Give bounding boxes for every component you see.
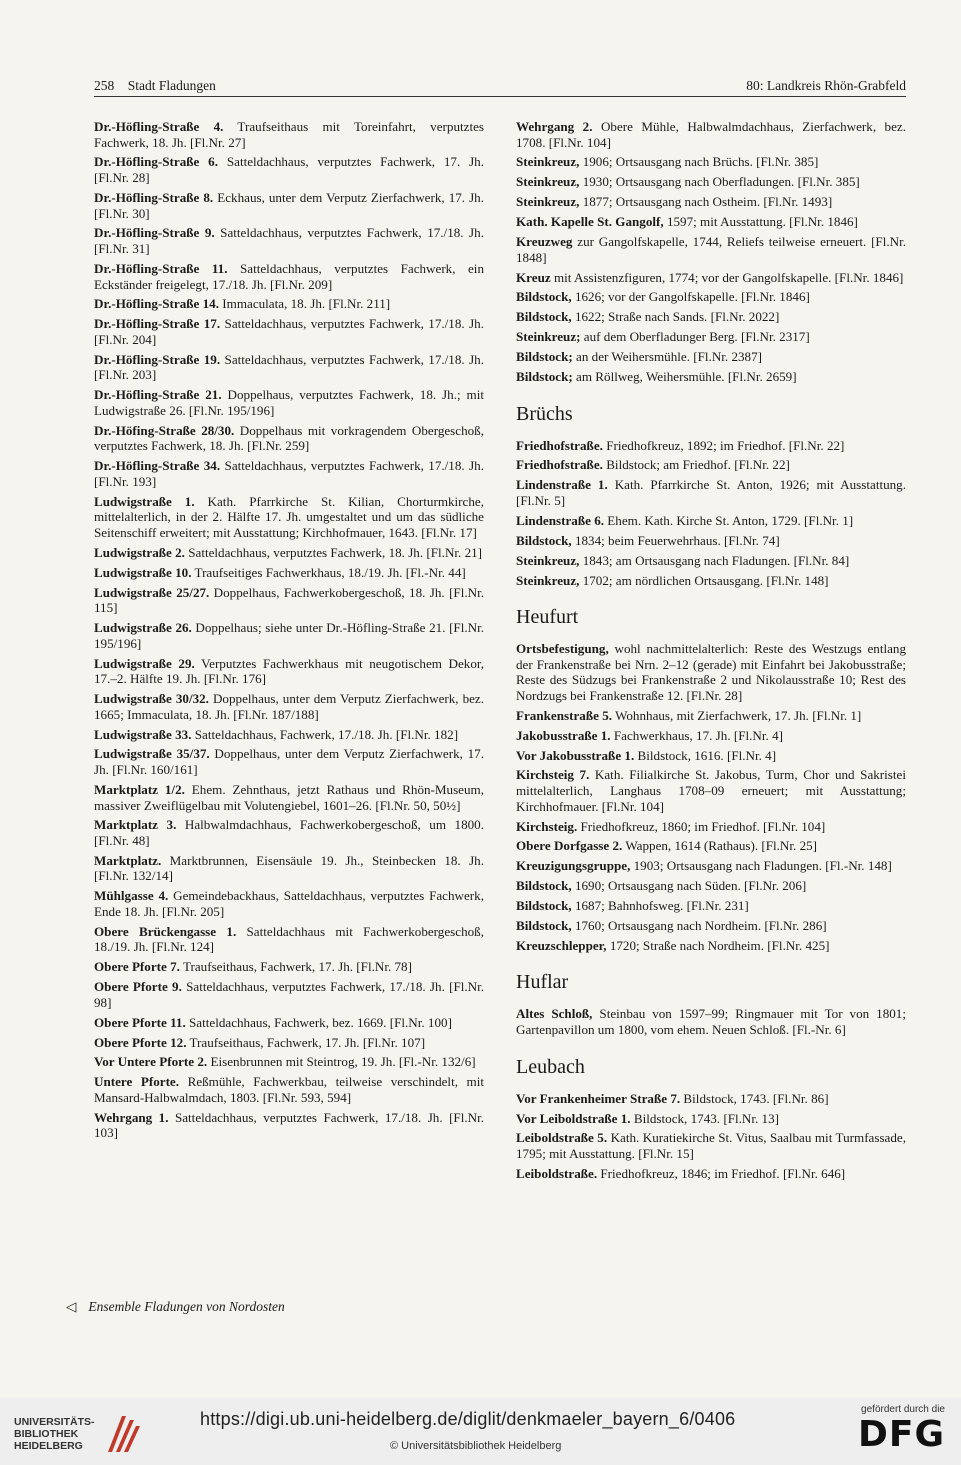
entry-heading: Vor Leiboldstraße 1. xyxy=(516,1110,631,1126)
left-column xyxy=(94,119,484,1145)
inventory-entry xyxy=(94,545,484,561)
inventory-entry xyxy=(516,573,906,589)
entry-heading: Marktplatz. xyxy=(94,852,162,868)
entry-heading: Vor Jakobusstraße 1. xyxy=(516,747,635,763)
entry-text: 1877; Ortsausgang nach Ostheim. [Fl.Nr. 1493] xyxy=(579,194,833,210)
entry-heading: Dr.-Höfling-Straße 4. xyxy=(94,119,224,134)
entry-heading: Mühlgasse 4. xyxy=(94,888,169,904)
entry-heading: Wehrgang 2. xyxy=(516,119,593,134)
entry-heading: Frankenstraße 5. xyxy=(516,707,613,723)
entry-text: Eckhaus, unter dem Verputz Zierfachwerk, 17. Jh. [Fl.Nr. 30] xyxy=(94,189,484,221)
entry-heading: Dr.-Höfing-Straße 28/30. xyxy=(94,422,235,438)
entry-heading: Kirchsteig 7. xyxy=(516,767,590,783)
entry-heading: Kreuzschlepper, xyxy=(516,937,607,953)
entry-heading: Dr.-Höfling-Straße 19. xyxy=(94,351,221,367)
entry-heading: Obere Pforte 12. xyxy=(94,1034,187,1050)
inventory-entry xyxy=(94,1054,484,1070)
inventory-entry xyxy=(94,352,484,383)
entry-heading: Ludwigstraße 25/27. xyxy=(94,584,210,600)
entry-heading: Ortsbefestigung, xyxy=(516,641,609,657)
entry-heading: Obere Pforte 7. xyxy=(94,959,180,975)
entry-heading: Dr.-Höfling-Straße 34. xyxy=(94,458,221,474)
entry-text: Ehem. Kath. Kirche St. Anton, 1729. [Fl.Nr. 1] xyxy=(604,512,854,528)
entry-text: 1903; Ortsausgang nach Fladungen. [Fl.-Nr. 148] xyxy=(630,858,892,874)
entry-heading: Dr.-Höfling-Straße 11. xyxy=(94,260,228,276)
caption-text: Ensemble Fladungen von Nordosten xyxy=(88,1299,285,1314)
entry-text: Doppelhaus, verputztes Fachwerk, 18. Jh.; mit Ludwigstraße 26. [Fl.Nr. 195/196] xyxy=(94,387,484,418)
inventory-entry xyxy=(516,329,906,345)
inventory-entry xyxy=(516,154,906,170)
entry-text: 1930; Ortsausgang nach Oberfladungen. [Fl.Nr. 385] xyxy=(579,174,860,190)
inventory-entry xyxy=(94,1110,484,1141)
entry-heading: Vor Frankenheimer Straße 7. xyxy=(516,1090,681,1106)
entry-text: Doppelhaus; siehe unter Dr.-Höfling-Straße 21. [Fl.Nr. 195/196] xyxy=(94,620,484,651)
entry-heading: Dr.-Höfling-Straße 8. xyxy=(94,189,214,205)
entry-heading: Steinkreuz, xyxy=(516,572,580,588)
entry-heading: Jakobusstraße 1. xyxy=(516,727,611,743)
inventory-entry xyxy=(516,513,906,529)
inventory-entry xyxy=(94,1015,484,1031)
inventory-entry xyxy=(516,119,906,150)
entry-heading: Ludwigstraße 33. xyxy=(94,726,192,742)
entry-heading: Friedhofstraße. xyxy=(516,457,603,473)
entry-text: Traufseithaus mit Toreinfahrt, verputztes Fachwerk, 18. Jh. [Fl.Nr. 27] xyxy=(94,119,484,150)
dfg-label: gefördert durch die xyxy=(861,1404,945,1415)
entry-text: 1843; am Ortsausgang nach Fladungen. [Fl.Nr. 84] xyxy=(579,552,850,568)
inventory-entry xyxy=(516,194,906,210)
entry-heading: Leiboldstraße. xyxy=(516,1165,598,1181)
entry-text: Obere Mühle, Halbwalmdachhaus, Zierfachwerk, bez. 1708. [Fl.Nr. 104] xyxy=(516,119,906,150)
entry-heading: Ludwigstraße 1. xyxy=(94,493,195,509)
entry-text: Traufseithaus, Fachwerk, 17. Jh. [Fl.Nr. 78] xyxy=(179,959,412,975)
entry-text: 1906; Ortsausgang nach Brüchs. [Fl.Nr. 385] xyxy=(579,154,819,170)
copyright-notice: © Universitätsbibliothek Heidelberg xyxy=(390,1440,562,1452)
entry-text: 1720; Straße nach Nordheim. [Fl.Nr. 425] xyxy=(606,937,830,953)
entry-text: auf dem Oberfladunger Berg. [Fl.Nr. 2317] xyxy=(580,329,810,345)
entry-text: Doppelhaus, unter dem Verputz Zierfachwerk, bez. 1665; Immaculata, 18. Jh. [Fl.Nr. 187/188] xyxy=(94,691,485,722)
logo-line: BIBLIOTHEK xyxy=(14,1428,79,1440)
entry-text: Ehem. Zehnthaus, jetzt Rathaus und Rhön-Museum, massiver Zweiflügelbau mit Volutengiebel, 1601–26. [Fl.Nr. 50, 50½] xyxy=(94,781,485,813)
page-number: 258 xyxy=(94,78,115,93)
inventory-entry xyxy=(516,438,906,454)
inventory-entry xyxy=(94,119,484,150)
entry-text: am Röllweg, Weihersmühle. [Fl.Nr. 2659] xyxy=(572,368,797,384)
inventory-entry xyxy=(516,708,906,724)
entry-heading: Dr.-Höfling-Straße 17. xyxy=(94,316,221,332)
caption-marker: ◁ xyxy=(66,1299,77,1314)
entry-text: Satteldachhaus, Fachwerk, bez. 1669. [Fl.Nr. 100] xyxy=(185,1014,452,1030)
section-heading: Brüchs xyxy=(516,402,573,425)
entry-text: 1687; Bahnhofsweg. [Fl.Nr. 231] xyxy=(571,898,749,914)
inventory-entry xyxy=(516,174,906,190)
entry-heading: Friedhofstraße. xyxy=(516,437,603,453)
inventory-entry xyxy=(94,565,484,581)
inventory-entry xyxy=(94,924,484,955)
entry-text: Friedhofkreuz, 1892; im Friedhof. [Fl.Nr. 22] xyxy=(602,437,845,453)
entry-text: Doppelhaus, unter dem Verputz Zierfachwerk, 17. Jh. [Fl.Nr. 160/161] xyxy=(94,746,485,778)
ub-heidelberg-logo[interactable] xyxy=(14,1408,144,1458)
entry-text: Satteldachhaus, Fachwerk, 17./18. Jh. [Fl.Nr. 182] xyxy=(191,726,459,742)
entry-heading: Obere Dorfgasse 2. xyxy=(516,838,623,854)
entry-heading: Kreuz xyxy=(516,269,551,285)
entry-text: Traufseithaus, Fachwerk, 17. Jh. [Fl.Nr. 107] xyxy=(186,1034,426,1050)
inventory-entry xyxy=(516,728,906,744)
logo-line: HEIDELBERG xyxy=(14,1440,83,1452)
inventory-entry xyxy=(516,369,906,385)
inventory-entry xyxy=(94,423,484,454)
entry-heading: Wehrgang 1. xyxy=(94,1109,169,1125)
entry-text: Satteldachhaus, verputztes Fachwerk, 18. Jh. [Fl.Nr. 21] xyxy=(184,544,483,560)
entry-text: Kath. Pfarrkirche St. Kilian, Chorturmkirche, mittelalterlich, in der 2. Hälfte 17. Jh. umgestaltet und um das südliche Seitenschiff erweitert; mit Ausstattung; Kirchhofmauer, 1643. [Fl.Nr. 17] xyxy=(94,493,484,540)
inventory-entry xyxy=(94,494,484,541)
entry-text: Fachwerkhaus, 17. Jh. [Fl.Nr. 4] xyxy=(610,727,783,743)
entry-text: Satteldachhaus, verputztes Fachwerk, 17./18. Jh. [Fl.Nr. 204] xyxy=(94,316,484,347)
inventory-entry xyxy=(516,457,906,473)
inventory-entry xyxy=(94,727,484,743)
entry-text: 1622; Straße nach Sands. [Fl.Nr. 2022] xyxy=(571,309,780,325)
entry-heading: Kreuzigungsgruppe, xyxy=(516,858,631,874)
logo-line: UNIVERSITÄTS- xyxy=(14,1416,95,1428)
entry-text: Wohnhaus, mit Zierfachwerk, 17. Jh. [Fl.Nr. 1] xyxy=(612,707,862,723)
entry-text: Doppelhaus, Fachwerkobergeschoß, 18. Jh. [Fl.Nr. 115] xyxy=(94,584,484,616)
entry-text: Wappen, 1614 (Rathaus). [Fl.Nr. 25] xyxy=(622,838,818,854)
inventory-entry xyxy=(94,656,484,687)
entry-text: Satteldachhaus, verputztes Fachwerk, 17./18. Jh. [Fl.Nr. 98] xyxy=(94,979,485,1010)
entry-heading: Lindenstraße 1. xyxy=(516,477,608,493)
inventory-entry xyxy=(94,620,484,651)
inventory-entry xyxy=(516,477,906,508)
entry-heading: Bildstock, xyxy=(516,898,572,914)
inventory-entry xyxy=(94,1074,484,1105)
entry-text: Bildstock, 1743. [Fl.Nr. 13] xyxy=(630,1110,779,1126)
entry-text: Kath. Pfarrkirche St. Anton, 1926; mit Ausstattung. [Fl.Nr. 5] xyxy=(516,477,907,508)
entry-text: Satteldachhaus mit Fachwerkobergeschoß, 18./19. Jh. [Fl.Nr. 124] xyxy=(94,923,484,955)
entry-heading: Steinkreuz, xyxy=(516,552,580,568)
dfg-mark: DFG xyxy=(857,1414,945,1455)
entry-text: 1834; beim Feuerwehrhaus. [Fl.Nr. 74] xyxy=(571,532,780,548)
right-column xyxy=(516,119,906,1186)
entry-heading: Ludwigstraße 35/37. xyxy=(94,746,210,762)
inventory-entry xyxy=(94,585,484,616)
entry-heading: Lindenstraße 6. xyxy=(516,512,605,528)
entry-text: mit Assistenzfiguren, 1774; vor der Gangolfskapelle. [Fl.Nr. 1846] xyxy=(550,269,904,285)
entry-text: Kath. Filialkirche St. Jakobus, Turm, Chor und Sakristei mittelalterlich, Langhaus 1708–09 erneuert; mit Ausstattung; Kirchhofmauer. [Fl.Nr. 104] xyxy=(516,767,906,814)
entry-heading: Bildstock; xyxy=(516,368,573,384)
entry-heading: Altes Schloß, xyxy=(516,1006,593,1022)
entry-heading: Kath. Kapelle St. Gangolf, xyxy=(516,214,664,230)
entry-heading: Ludwigstraße 30/32. xyxy=(94,691,209,707)
inventory-entry xyxy=(516,349,906,365)
entry-text: Verputztes Fachwerkhaus mit neugotischem Dekor, 17.–2. Hälfte 19. Jh. [Fl.Nr. 176] xyxy=(94,655,484,687)
entry-heading: Ludwigstraße 10. xyxy=(94,564,192,580)
entry-text: 1760; Ortsausgang nach Nordheim. [Fl.Nr. 286] xyxy=(571,917,827,933)
inventory-entry xyxy=(516,838,906,854)
entry-heading: Marktplatz 1/2. xyxy=(94,781,185,797)
entry-text: Satteldachhaus, verputztes Fachwerk, 17. Jh. [Fl.Nr. 28] xyxy=(94,154,484,186)
entry-heading: Steinkreuz; xyxy=(516,329,581,345)
entry-heading: Ludwigstraße 26. xyxy=(94,620,192,636)
inventory-entry xyxy=(94,746,484,777)
entry-text: Kath. Kuratiekirche St. Vitus, Saalbau mit Turmfassade, 1795; mit Ausstattung. [Fl.Nr. 15] xyxy=(516,1130,906,1162)
entry-heading: Dr.-Höfling-Straße 6. xyxy=(94,154,219,170)
inventory-entry xyxy=(516,553,906,569)
entry-heading: Steinkreuz, xyxy=(516,174,580,190)
entry-heading: Vor Untere Pforte 2. xyxy=(94,1054,208,1070)
inventory-entry xyxy=(516,1091,906,1107)
inventory-entry xyxy=(94,1035,484,1051)
entry-text: Eisenbrunnen mit Steintrog, 19. Jh. [Fl.-Nr. 132/6] xyxy=(207,1054,476,1070)
entry-text: 1597; mit Ausstattung. [Fl.Nr. 1846] xyxy=(663,214,858,230)
inventory-entry xyxy=(516,878,906,894)
running-header xyxy=(94,78,906,97)
header-left xyxy=(94,78,216,94)
entry-heading: Bildstock; xyxy=(516,349,573,365)
entry-heading: Bildstock, xyxy=(516,532,572,548)
inventory-entry xyxy=(94,691,484,722)
entry-heading: Bildstock, xyxy=(516,289,572,305)
entry-text: Bildstock, 1616. [Fl.Nr. 4] xyxy=(634,747,777,763)
entry-text: zur Gangolfskapelle, 1744, Reliefs teilweise erneuert. [Fl.Nr. 1848] xyxy=(516,234,906,265)
entry-heading: Dr.-Höfling-Straße 9. xyxy=(94,225,215,241)
inventory-entry xyxy=(94,387,484,418)
entry-text: Traufseitiges Fachwerkhaus, 18./19. Jh. [Fl.-Nr. 44] xyxy=(191,564,466,580)
dfg-logo[interactable] xyxy=(845,1404,945,1455)
entry-heading: Bildstock, xyxy=(516,917,572,933)
entry-text: Marktbrunnen, Eisensäule 19. Jh., Steinbecken 18. Jh. [Fl.Nr. 132/14] xyxy=(94,852,484,884)
inventory-entry xyxy=(94,782,484,813)
entry-text: Doppelhaus mit vorkragendem Obergeschoß, verputztes Fachwerk, 18. Jh. [Fl.Nr. 259] xyxy=(94,422,485,454)
inventory-entry xyxy=(94,817,484,848)
logo-text xyxy=(14,1416,95,1452)
inventory-entry xyxy=(516,309,906,325)
inventory-entry xyxy=(516,234,906,265)
entry-text: Immaculata, 18. Jh. [Fl.Nr. 211] xyxy=(219,296,391,312)
entry-text: 1690; Ortsausgang nach Süden. [Fl.Nr. 206] xyxy=(571,878,807,894)
entry-text: Bildstock; am Friedhof. [Fl.Nr. 22] xyxy=(602,457,790,473)
entry-text: Satteldachhaus, verputztes Fachwerk, 17./18. Jh. [Fl.Nr. 193] xyxy=(94,458,484,489)
inventory-entry xyxy=(516,289,906,305)
entry-heading: Untere Pforte. xyxy=(94,1074,180,1090)
inventory-entry xyxy=(516,938,906,954)
entry-heading: Steinkreuz, xyxy=(516,154,580,170)
section-heading: Huflar xyxy=(516,971,569,994)
entry-text: Friedhofkreuz, 1860; im Friedhof. [Fl.Nr. 104] xyxy=(577,818,826,834)
inventory-entry xyxy=(516,270,906,286)
entry-text: Satteldachhaus, verputztes Fachwerk, 17./18. Jh. [Fl.Nr. 103] xyxy=(94,1109,484,1141)
entry-heading: Ludwigstraße 2. xyxy=(94,544,185,560)
entry-text: Halbwalmdachhaus, Fachwerkobergeschoß, um 1800. [Fl.Nr. 48] xyxy=(94,817,484,848)
inventory-entry xyxy=(94,225,484,256)
entry-text: 1626; vor der Gangolfskapelle. [Fl.Nr. 1846] xyxy=(571,289,810,305)
entry-heading: Bildstock, xyxy=(516,878,572,894)
inventory-entry xyxy=(516,1006,906,1037)
entry-text: an der Weihersmühle. [Fl.Nr. 2387] xyxy=(572,349,763,365)
inventory-entry xyxy=(94,979,484,1010)
figure-caption xyxy=(66,1299,285,1315)
section-heading: Leubach xyxy=(516,1055,585,1078)
entry-heading: Obere Brückengasse 1. xyxy=(94,923,237,939)
entry-text: Satteldachhaus, verputztes Fachwerk, ein Eckständer freigelegt, 17./18. Jh. [Fl.Nr. 209] xyxy=(94,260,484,292)
entry-heading: Kirchsteig. xyxy=(516,818,578,834)
inventory-entry xyxy=(516,898,906,914)
entry-heading: Obere Pforte 9. xyxy=(94,979,182,995)
entry-heading: Kreuzweg xyxy=(516,234,573,250)
entry-text: Satteldachhaus, verputztes Fachwerk, 17./18. Jh. [Fl.Nr. 31] xyxy=(94,225,484,257)
library-emblem-icon xyxy=(104,1412,144,1456)
inventory-entry xyxy=(94,888,484,919)
inventory-entry xyxy=(516,1130,906,1161)
inventory-entry xyxy=(94,959,484,975)
inventory-entry xyxy=(516,1111,906,1127)
inventory-entry xyxy=(94,296,484,312)
inventory-entry xyxy=(516,858,906,874)
entry-text: Steinbau von 1597–99; Ringmauer mit Tor von 1801; Gartenpavillon um 1800, vom ehem. Neuen Schloß. [Fl.-Nr. 6] xyxy=(516,1006,906,1038)
entry-heading: Bildstock, xyxy=(516,309,572,325)
inventory-entry xyxy=(516,748,906,764)
inventory-entry xyxy=(516,918,906,934)
entry-text: Gemeindebackhaus, Satteldachhaus, verputztes Fachwerk, Ende 18. Jh. [Fl.Nr. 205] xyxy=(94,888,484,919)
entry-heading: Dr.-Höfling-Straße 14. xyxy=(94,296,219,312)
entry-text: 1702; am nördlichen Ortsausgang. [Fl.Nr. 148] xyxy=(579,572,829,588)
section-heading: Heufurt xyxy=(516,606,579,629)
inventory-entry xyxy=(516,533,906,549)
entry-heading: Steinkreuz, xyxy=(516,194,580,210)
entry-heading: Dr.-Höfling-Straße 21. xyxy=(94,387,222,403)
entry-heading: Marktplatz 3. xyxy=(94,817,177,833)
entry-text: Friedhofkreuz, 1846; im Friedhof. [Fl.Nr. 646] xyxy=(597,1165,846,1181)
header-right-title: 80: Landkreis Rhön-Grabfeld xyxy=(746,78,906,93)
inventory-entry xyxy=(516,1166,906,1182)
inventory-entry xyxy=(94,853,484,884)
entry-text: Satteldachhaus, verputztes Fachwerk, 17./18. Jh. [Fl.Nr. 203] xyxy=(94,351,484,383)
entry-heading: Leiboldstraße 5. xyxy=(516,1130,608,1146)
inventory-entry xyxy=(516,641,906,703)
permalink-url[interactable]: https://digi.ub.uni-heidelberg.de/diglit/denkmaeler_bayern_6/0406 xyxy=(200,1409,736,1429)
inventory-entry xyxy=(94,154,484,185)
entry-heading: Obere Pforte 11. xyxy=(94,1014,186,1030)
inventory-entry xyxy=(94,316,484,347)
inventory-entry xyxy=(516,767,906,814)
inventory-entry xyxy=(94,190,484,221)
entry-heading: Ludwigstraße 29. xyxy=(94,655,195,671)
inventory-entry xyxy=(516,819,906,835)
entry-text: Reßmühle, Fachwerkbau, teilweise verschindelt, mit Mansard-Halbwalmdach, 1803. [Fl.Nr. 593, 594] xyxy=(94,1074,485,1105)
inventory-entry xyxy=(94,261,484,292)
inventory-entry xyxy=(516,214,906,230)
entry-text: wohl nachmittelalterlich: Reste des Westzugs entlang der Frankenstraße bei Nrn. 2–12 (gerade) mit Einfahrt bei Jakobusstraße; Reste des Südzugs bei Frankenstraße 2 und Nikolausstraße 10; Rest des Nordzugs bei Frankenstraße 12. [Fl.Nr. 28] xyxy=(516,641,906,703)
inventory-entry xyxy=(94,458,484,489)
header-left-title: Stadt Fladungen xyxy=(127,78,216,93)
viewer-footer xyxy=(0,1398,961,1465)
entry-text: Bildstock, 1743. [Fl.Nr. 86] xyxy=(680,1090,829,1106)
